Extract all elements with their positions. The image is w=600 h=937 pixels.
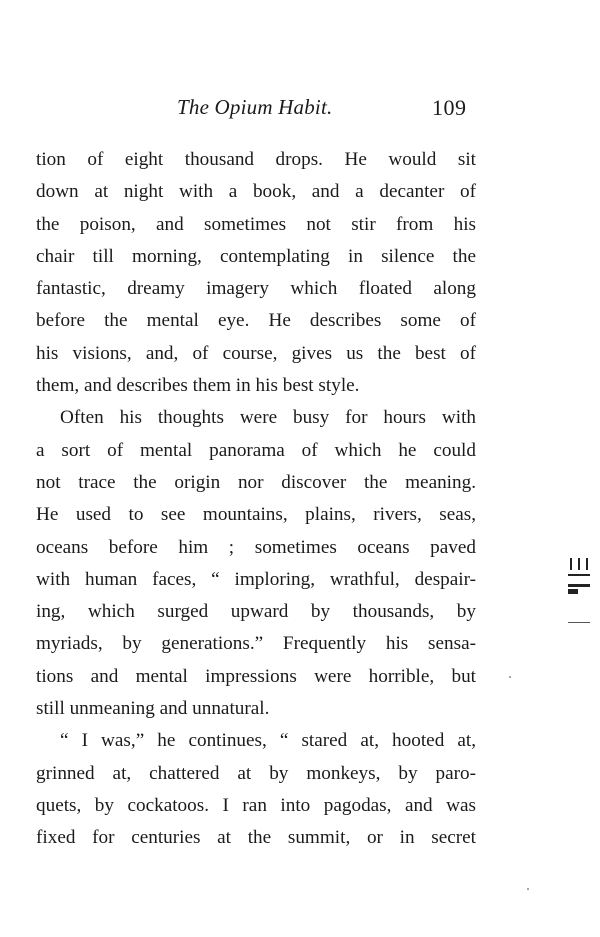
text-line: ing, which surged upward by thousands, by (36, 601, 476, 623)
margin-mark (568, 574, 590, 576)
text-line: myriads, by generations.” Frequently his sensa- (36, 633, 476, 655)
margin-mark (578, 558, 580, 570)
text-line: with human faces, “ imploring, wrathful, despair- (36, 568, 476, 590)
text-line: chair till morning, contemplating in silence the (36, 245, 476, 267)
text-line: the poison, and sometimes not stir from his (36, 213, 476, 235)
body-text (36, 144, 476, 855)
text-line: quets, by cockatoos. I ran into pagodas, and was (36, 794, 476, 816)
text-line: He used to see mountains, plains, rivers, seas, (36, 504, 476, 526)
text-line: a sort of mental panorama of which he could (36, 439, 476, 461)
margin-mark (568, 622, 590, 623)
text-line: before the mental eye. He describes some of (36, 310, 476, 332)
margin-mark (568, 589, 578, 594)
page-number: 109 (432, 95, 467, 120)
text-line: Often his thoughts were busy for hours with (60, 407, 476, 429)
text-line: “ I was,” he continues, “ stared at, hooted at, (60, 730, 476, 752)
stray-dot (509, 676, 511, 678)
text-line: tions and mental impressions were horrible, but (36, 665, 476, 687)
text-line: not trace the origin nor discover the meaning. (36, 471, 476, 493)
text-line: grinned at, chattered at by monkeys, by paro- (36, 762, 476, 784)
text-line: still unmeaning and unnatural. (36, 698, 270, 720)
margin-mark (586, 558, 588, 570)
text-line: them, and describes them in his best style. (36, 375, 360, 397)
text-line: oceans before him ; sometimes oceans paved (36, 536, 476, 558)
margin-mark (568, 584, 590, 587)
running-title: The Opium Habit. (177, 95, 333, 119)
text-line: down at night with a book, and a decanter of (36, 181, 476, 203)
text-line: tion of eight thousand drops. He would sit (36, 149, 476, 170)
text-line: fixed for centuries at the summit, or in secret (36, 827, 476, 849)
margin-mark (570, 558, 572, 570)
margin-marks (568, 558, 592, 628)
running-head (0, 95, 600, 123)
text-line: his visions, and, of course, gives us the best of (36, 342, 476, 364)
stray-dot (527, 888, 529, 890)
text-line: fantastic, dreamy imagery which floated along (36, 278, 476, 300)
